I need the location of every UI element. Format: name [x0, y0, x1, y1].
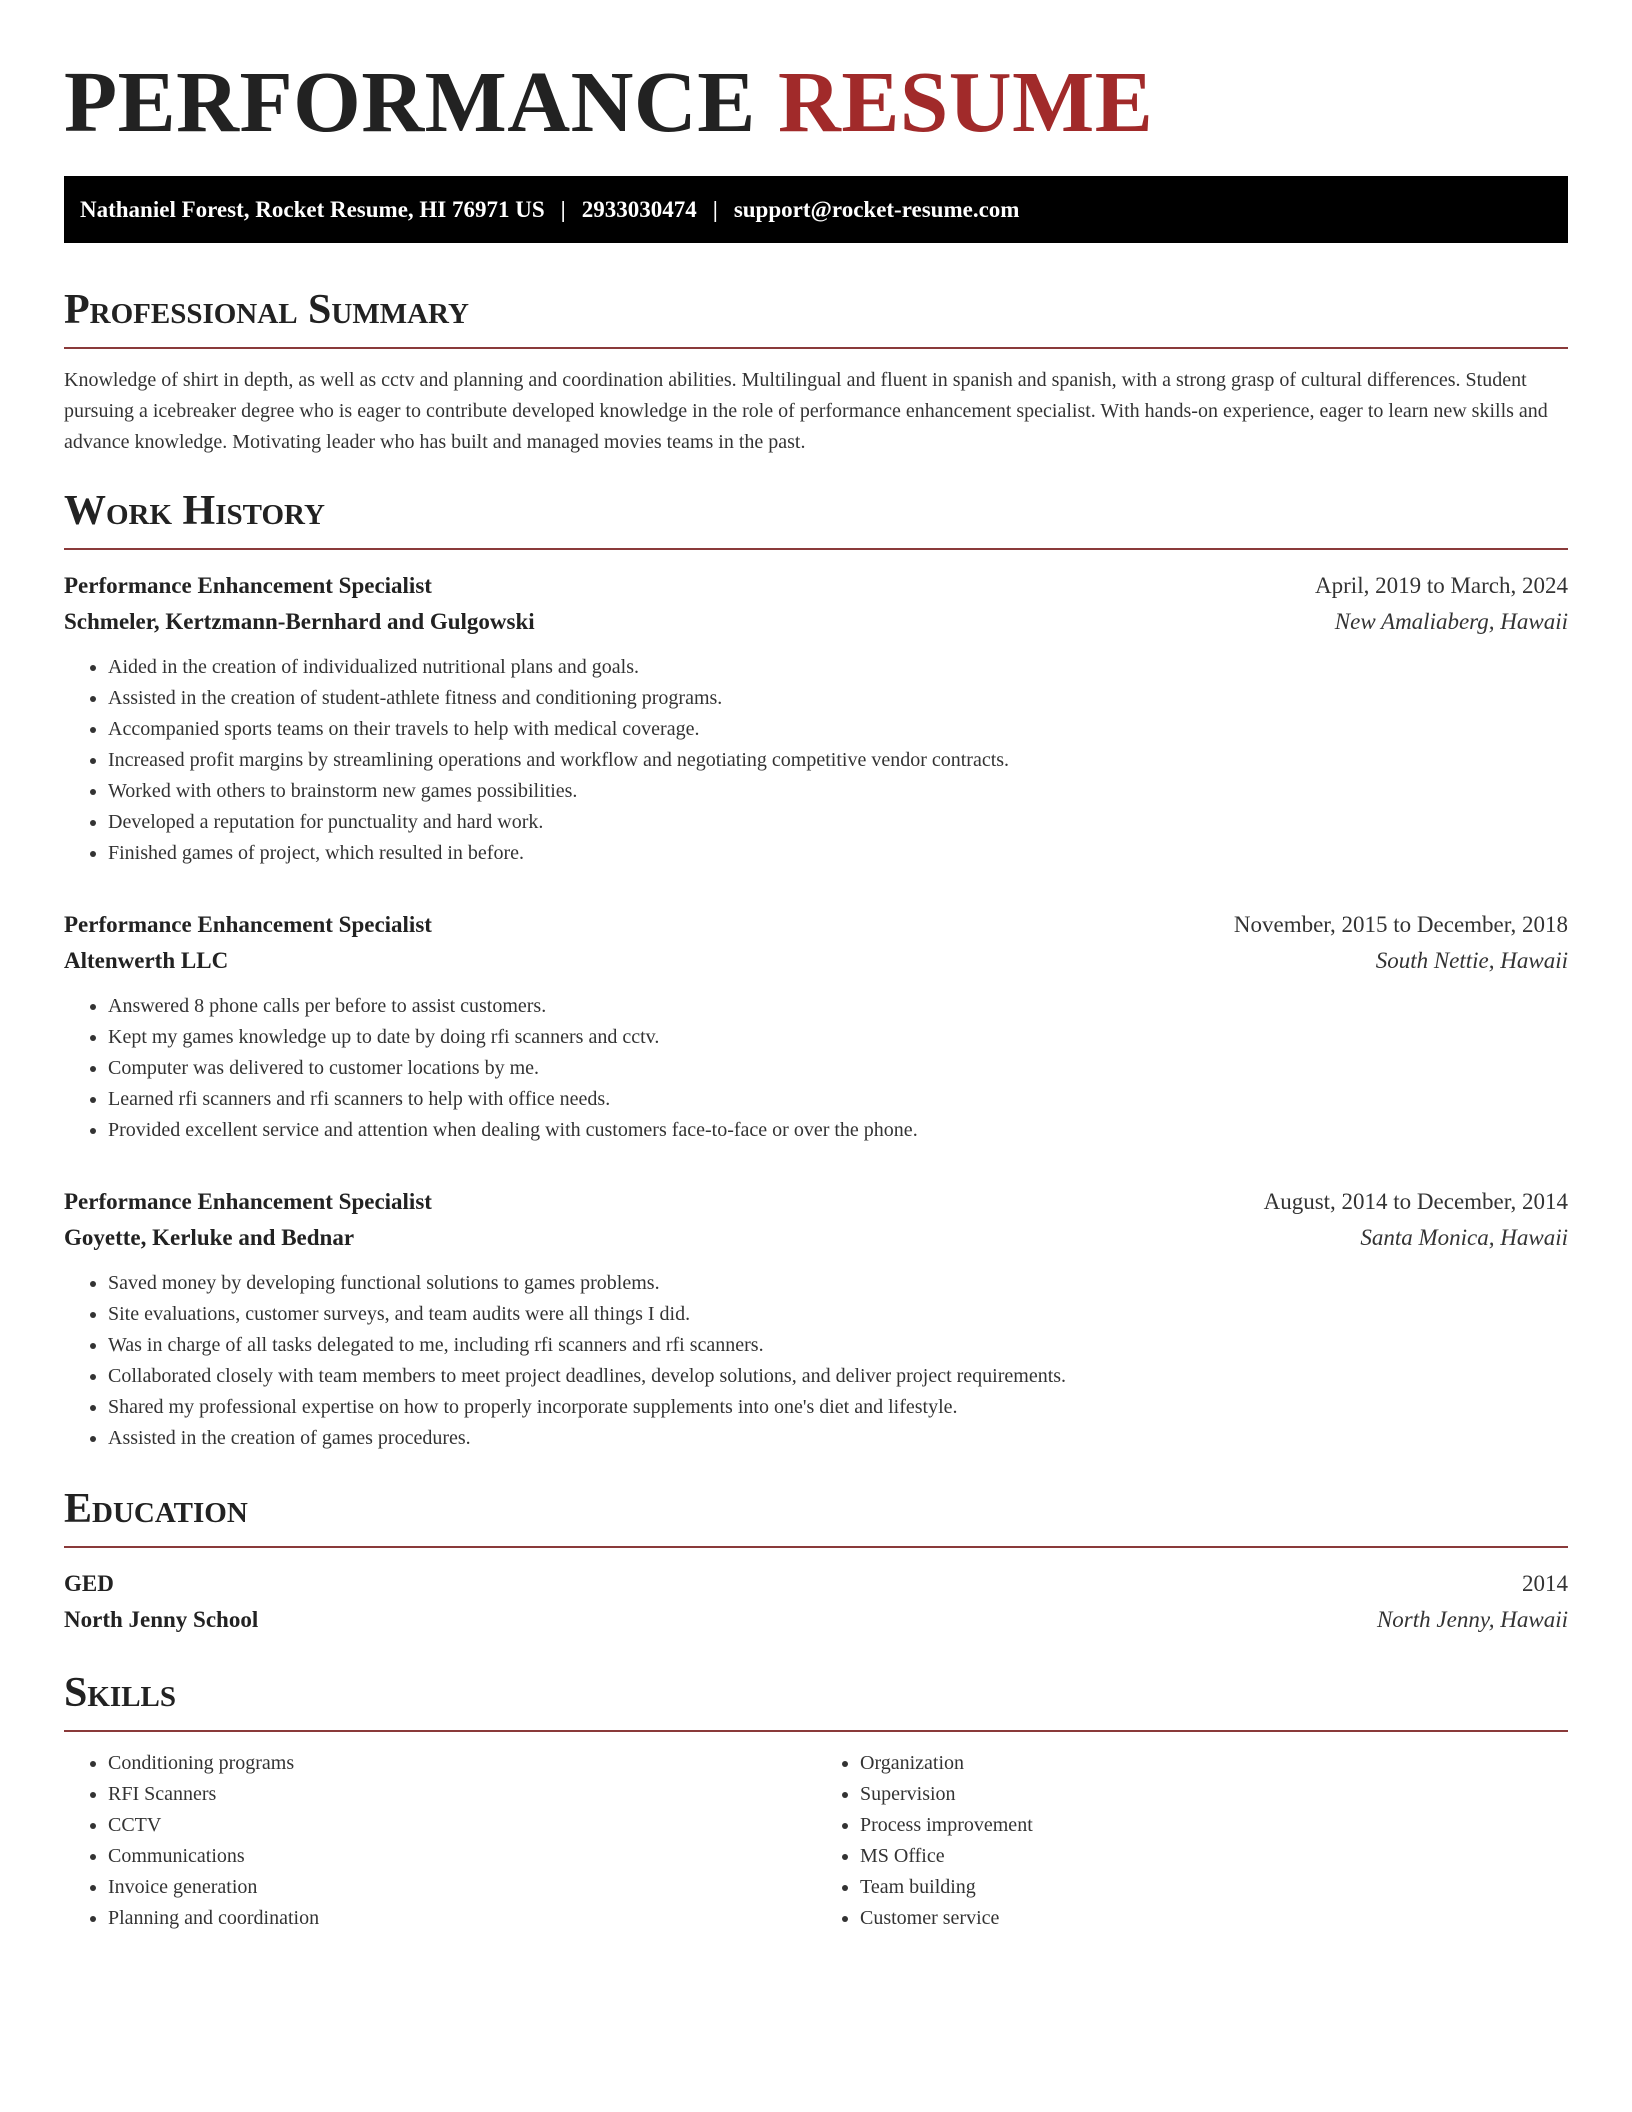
contact-separator: |	[560, 196, 566, 222]
job-location: New Amaliaberg, Hawaii	[1334, 609, 1568, 634]
work-history-section	[64, 488, 1568, 1454]
job-location: South Nettie, Hawaii	[1375, 948, 1568, 973]
job-bullet: • Increased profit margins by streamlining operations and workflow and negotiating competitive vendor contracts.	[108, 745, 1568, 776]
title-main: PERFORMANCE	[64, 53, 756, 150]
job-bullet: • Computer was delivered to customer locations by me.	[108, 1053, 1568, 1084]
job-row-bottom	[64, 604, 1568, 640]
job-title: Performance Enhancement Specialist	[64, 912, 432, 937]
skill-item: • Communications	[108, 1841, 816, 1872]
skills-section	[64, 1670, 1568, 1934]
job-bullet: • Provided excellent service and attention when dealing with customers face-to-face or over the phone.	[108, 1115, 1568, 1146]
resume-title	[64, 52, 1568, 152]
education-row-top	[64, 1566, 1568, 1602]
skill-item: • Planning and coordination	[108, 1903, 816, 1934]
skill-item: • Process improvement	[860, 1810, 1568, 1841]
job-bullet: • Answered 8 phone calls per before to assist customers.	[108, 991, 1568, 1022]
job-row-bottom	[64, 1220, 1568, 1256]
summary-section	[64, 287, 1568, 458]
education-school: North Jenny School	[64, 1607, 259, 1632]
contact-separator: |	[712, 196, 718, 222]
contact-email: support@rocket-resume.com	[733, 196, 1020, 222]
job-bullet: • Assisted in the creation of student-athlete fitness and conditioning programs.	[108, 683, 1568, 714]
job-location: Santa Monica, Hawaii	[1360, 1225, 1568, 1250]
job-company: Goyette, Kerluke and Bednar	[64, 1225, 355, 1250]
job-bullet: • Accompanied sports teams on their travels to help with medical coverage.	[108, 714, 1568, 745]
job-title: Performance Enhancement Specialist	[64, 1189, 432, 1214]
job-list	[64, 568, 1568, 1454]
work-history-heading: Work History	[64, 488, 1568, 550]
skills-column-right	[816, 1748, 1568, 1934]
contact-bar	[64, 176, 1568, 243]
education-section	[64, 1486, 1568, 1638]
job-bullet: • Assisted in the creation of games procedures.	[108, 1423, 1568, 1454]
job-bullet: • Saved money by developing functional solutions to games problems.	[108, 1268, 1568, 1299]
education-year: 2014	[1522, 1571, 1568, 1596]
job-bullet: • Developed a reputation for punctuality and hard work.	[108, 807, 1568, 838]
job-row-bottom	[64, 943, 1568, 979]
skill-item: • Organization	[860, 1748, 1568, 1779]
skill-item: • RFI Scanners	[108, 1779, 816, 1810]
title-accent: RESUME	[778, 53, 1154, 150]
job-dates: November, 2015 to December, 2018	[1233, 912, 1568, 937]
education-entry	[64, 1566, 1568, 1638]
job-company: Altenwerth LLC	[64, 948, 229, 973]
job-entry	[64, 568, 1568, 869]
skill-item: • Invoice generation	[108, 1872, 816, 1903]
job-dates: August, 2014 to December, 2014	[1263, 1189, 1568, 1214]
summary-text: Knowledge of shirt in depth, as well as cctv and planning and coordination abilities. Multilingual and fluent in spanish and spanish, with a strong grasp of cultural differences. Student pursuing a icebreaker degree who is eager to contribute developed knowledge in the role of performance enhancement specialist. With hands-on experience, eager to learn new skills and advance knowledge. Motivating leader who has built and managed movies teams in the past.	[64, 369, 1548, 453]
job-company: Schmeler, Kertzmann-Bernhard and Gulgowski	[64, 609, 535, 634]
job-row-top	[64, 907, 1568, 943]
education-degree: GED	[64, 1571, 114, 1596]
job-bullet: • Site evaluations, customer surveys, and team audits were all things I did.	[108, 1299, 1568, 1330]
skill-item: • Customer service	[860, 1903, 1568, 1934]
contact-address: Nathaniel Forest, Rocket Resume, HI 76971 US	[80, 196, 545, 222]
job-bullet: • Worked with others to brainstorm new games possibilities.	[108, 776, 1568, 807]
education-location: North Jenny, Hawaii	[1376, 1607, 1568, 1632]
job-bullet: • Collaborated closely with team members to meet project deadlines, develop solutions, and deliver project requirements.	[108, 1361, 1568, 1392]
job-bullet: • Learned rfi scanners and rfi scanners to help with office needs.	[108, 1084, 1568, 1115]
job-bullet: • Shared my professional expertise on how to properly incorporate supplements into one's diet and lifestyle.	[108, 1392, 1568, 1423]
education-heading: Education	[64, 1486, 1568, 1548]
job-bullet: • Kept my games knowledge up to date by doing rfi scanners and cctv.	[108, 1022, 1568, 1053]
skill-item: • MS Office	[860, 1841, 1568, 1872]
job-entry	[64, 907, 1568, 1146]
job-title: Performance Enhancement Specialist	[64, 573, 432, 598]
job-bullet: • Aided in the creation of individualized nutritional plans and goals.	[108, 652, 1568, 683]
skills-heading: Skills	[64, 1670, 1568, 1732]
skills-columns	[64, 1748, 1568, 1934]
job-row-top	[64, 568, 1568, 604]
skill-item: • CCTV	[108, 1810, 816, 1841]
job-bullets	[64, 1268, 1568, 1454]
job-bullet: • Finished games of project, which resulted in before.	[108, 838, 1568, 869]
skills-column-left	[64, 1748, 816, 1934]
skill-item: • Conditioning programs	[108, 1748, 816, 1779]
job-bullets	[64, 991, 1568, 1146]
job-entry	[64, 1184, 1568, 1454]
job-dates: April, 2019 to March, 2024	[1315, 573, 1568, 598]
job-bullets	[64, 652, 1568, 869]
summary-heading: Professional Summary	[64, 287, 1568, 349]
contact-phone: 2933030474	[581, 196, 697, 222]
job-row-top	[64, 1184, 1568, 1220]
job-bullet: • Was in charge of all tasks delegated to me, including rfi scanners and rfi scanners.	[108, 1330, 1568, 1361]
education-row-bottom	[64, 1602, 1568, 1638]
skill-item: • Team building	[860, 1872, 1568, 1903]
skill-item: • Supervision	[860, 1779, 1568, 1810]
